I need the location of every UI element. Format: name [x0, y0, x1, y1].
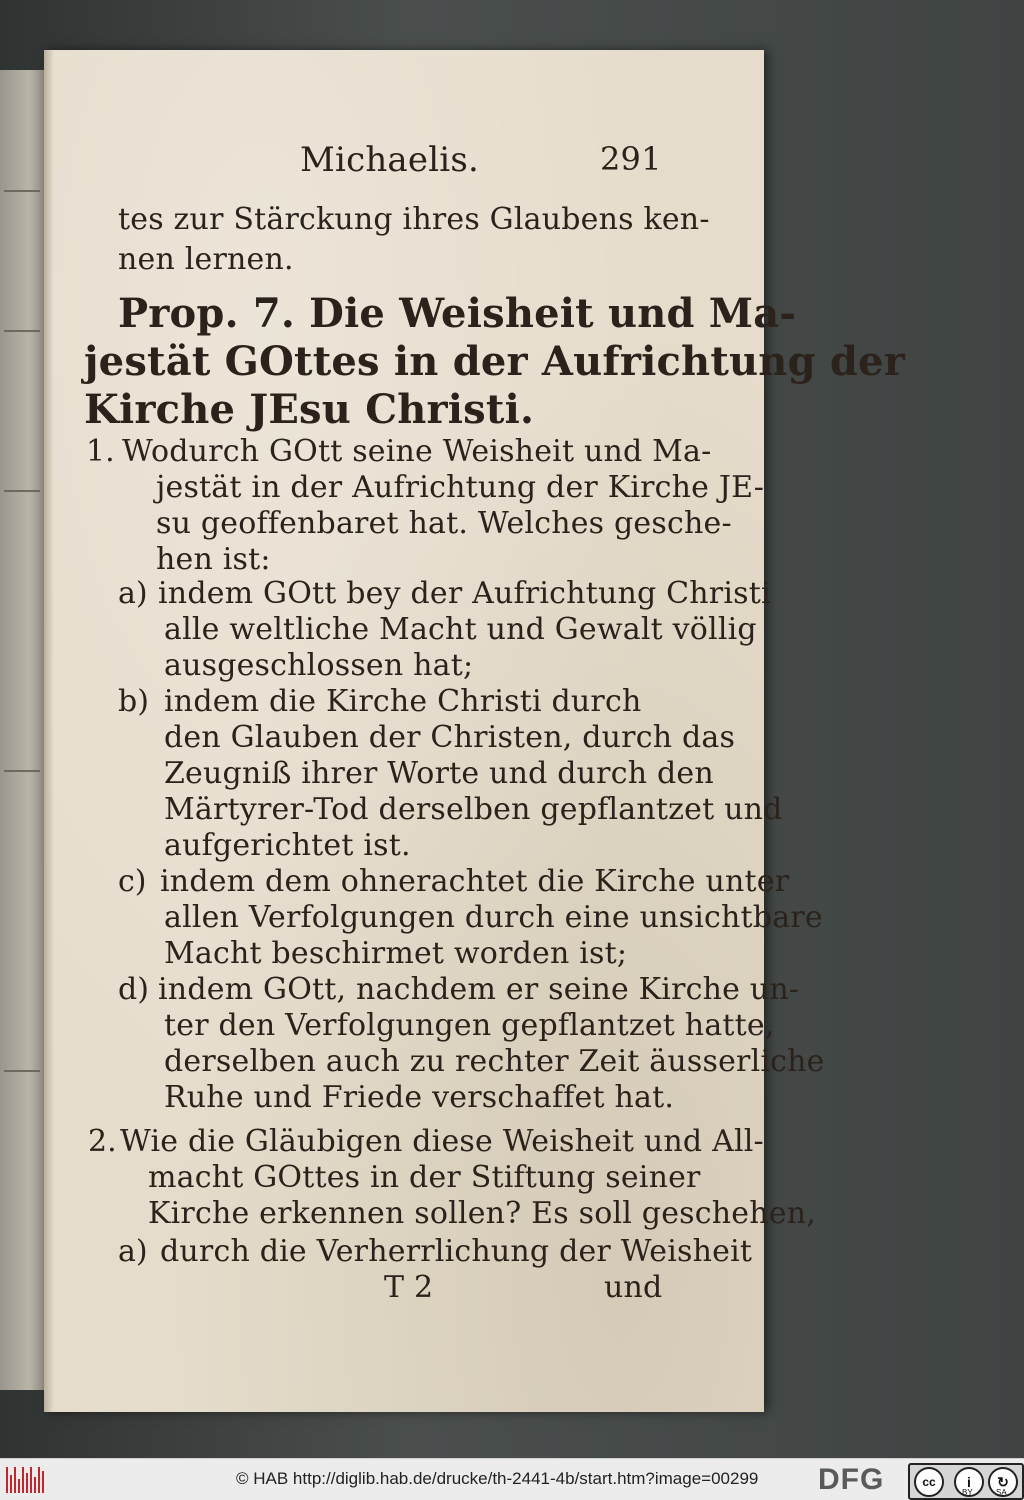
- item-line: alle weltliche Macht und Gewalt völlig: [164, 612, 757, 647]
- item-line: durch die Verherrlichung der Weisheit: [160, 1234, 753, 1269]
- section-line: hen ist:: [156, 542, 271, 577]
- section-line: Wodurch GOtt seine Weisheit und Ma-: [122, 434, 712, 469]
- proposition-heading: jestät GOttes in der Aufrichtung der: [84, 338, 905, 385]
- item-line: allen Verfolgungen durch eine unsichtbare: [164, 900, 823, 935]
- section-number: 2.: [88, 1124, 117, 1159]
- item-line: Märtyrer-Tod derselben gepflantzet und: [164, 792, 783, 827]
- item-line: Ruhe und Friede verschaffet hat.: [164, 1080, 675, 1115]
- section-line: macht GOttes in der Stiftung seiner: [148, 1160, 701, 1195]
- signature-mark: T 2: [384, 1270, 434, 1305]
- section-line: su geoffenbaret hat. Welches gesche-: [156, 506, 732, 541]
- cc-icon: cc: [914, 1467, 944, 1497]
- catchword: und: [604, 1270, 663, 1305]
- sa-label: SA: [996, 1488, 1007, 1497]
- item-line: derselben auch zu rechter Zeit äusserliche: [164, 1044, 825, 1079]
- item-line: indem GOtt, nachdem er seine Kirche un-: [158, 972, 800, 1007]
- page-number: 291: [600, 140, 662, 178]
- proposition-heading: Prop. 7. Die Weisheit und Ma-: [118, 290, 797, 337]
- proposition-heading: Kirche JEsu Christi.: [84, 386, 535, 433]
- item-marker: d): [118, 972, 149, 1007]
- item-line: aufgerichtet ist.: [164, 828, 411, 863]
- adjacent-page-edge: [0, 70, 50, 1390]
- dfg-logo: DFG: [818, 1463, 885, 1496]
- item-marker: c): [118, 864, 147, 899]
- item-line: ter den Verfolgungen gepflantzet hatte,: [164, 1008, 775, 1043]
- item-line: Macht beschirmet worden ist;: [164, 936, 628, 971]
- item-line: indem die Kirche Christi durch: [164, 684, 642, 719]
- intro-line: nen lernen.: [118, 242, 294, 277]
- person-icon: i: [954, 1467, 984, 1497]
- item-marker: a): [118, 1234, 148, 1269]
- by-label: BY: [962, 1488, 973, 1497]
- hab-barcode-icon: [6, 1467, 46, 1493]
- cc-license-badge[interactable]: [908, 1463, 1024, 1500]
- running-head: Michaelis.: [300, 140, 480, 180]
- item-line: den Glauben der Christen, durch das: [164, 720, 736, 755]
- share-alike-icon: ↻: [988, 1467, 1018, 1497]
- intro-line: tes zur Stärckung ihres Glaubens ken-: [118, 202, 710, 237]
- section-line: Kirche erkennen sollen? Es soll geschehen,: [148, 1196, 816, 1231]
- item-marker: a): [118, 576, 148, 611]
- item-line: ausgeschlossen hat;: [164, 648, 474, 683]
- item-line: Zeugniß ihrer Worte und durch den: [164, 756, 714, 791]
- page-gutter-shadow: [44, 50, 54, 1412]
- section-line: jestät in der Aufrichtung der Kirche JE-: [156, 470, 765, 505]
- copyright-link[interactable]: © HAB http://diglib.hab.de/drucke/th-2441-4b/start.htm?image=00299: [236, 1469, 759, 1488]
- item-marker: b): [118, 684, 149, 719]
- section-line: Wie die Gläubigen diese Weisheit und All-: [120, 1124, 764, 1159]
- item-line: indem GOtt bey der Aufrichtung Christi: [158, 576, 771, 611]
- section-number: 1.: [86, 434, 115, 469]
- item-line: indem dem ohnerachtet die Kirche unter: [160, 864, 790, 899]
- footer-bar: [0, 1458, 1024, 1500]
